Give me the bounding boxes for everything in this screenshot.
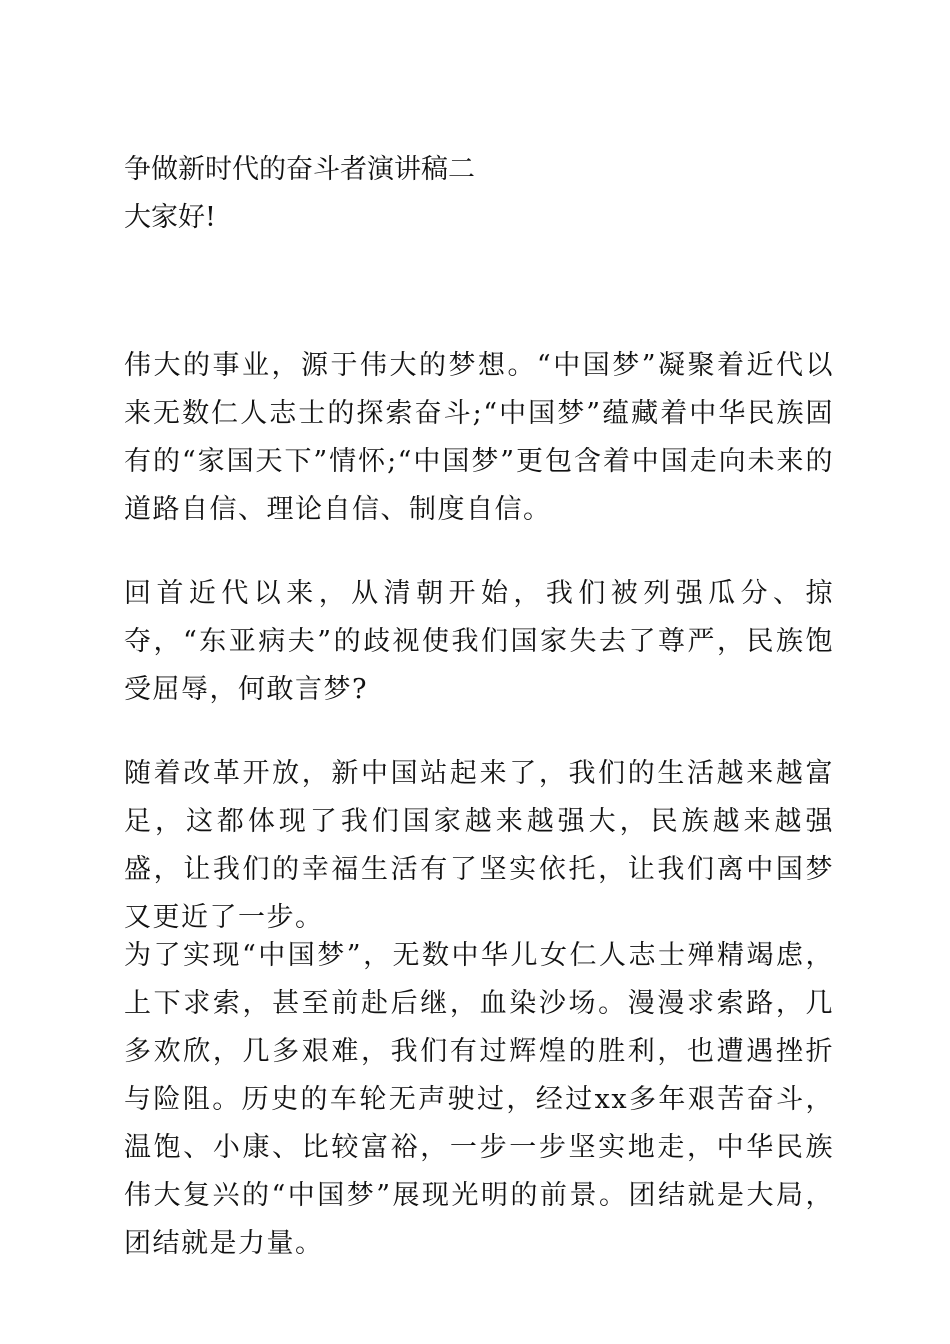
paragraph-2: 回首近代以来，从清朝开始，我们被列强瓜分、掠夺，“东亚病夫”的歧视使我们国家失去了尊严，民族饱受屈辱，何敢言梦? — [124, 578, 834, 705]
greeting: 大家好! — [124, 202, 216, 233]
paragraph-1: 伟大的事业，源于伟大的梦想。“中国梦”凝聚着近代以来无数仁人志士的探索奋斗;“中国梦”蕴藏着中华民族固有的“家国天下”情怀;“中国梦”更包含着中国走向未来的道路自信、理论自信、制度自信。 — [124, 350, 834, 525]
paragraph-4: 为了实现“中国梦”，无数中华儿女仁人志士殚精竭虑，上下求索，甚至前赴后继，血染沙场。漫漫求索路，几多欢欣，几多艰难，我们有过辉煌的胜利，也遭遇挫折与险阻。历史的车轮无声驶过，经过xx多年艰苦奋斗，温饱、小康、比较富裕，一步一步坚实地走，中华民族伟大复兴的“中国梦”展现光明的前景。团结就是大局，团结就是力量。 — [124, 940, 834, 1259]
document-title: 争做新时代的奋斗者演讲稿二 — [124, 154, 475, 185]
document-heading — [124, 146, 844, 242]
paragraph-3: 随着改革开放，新中国站起来了，我们的生活越来越富足，这都体现了我们国家越来越强大，民族越来越强盛，让我们的幸福生活有了坚实依托，让我们离中国梦又更近了一步。 — [124, 758, 834, 933]
